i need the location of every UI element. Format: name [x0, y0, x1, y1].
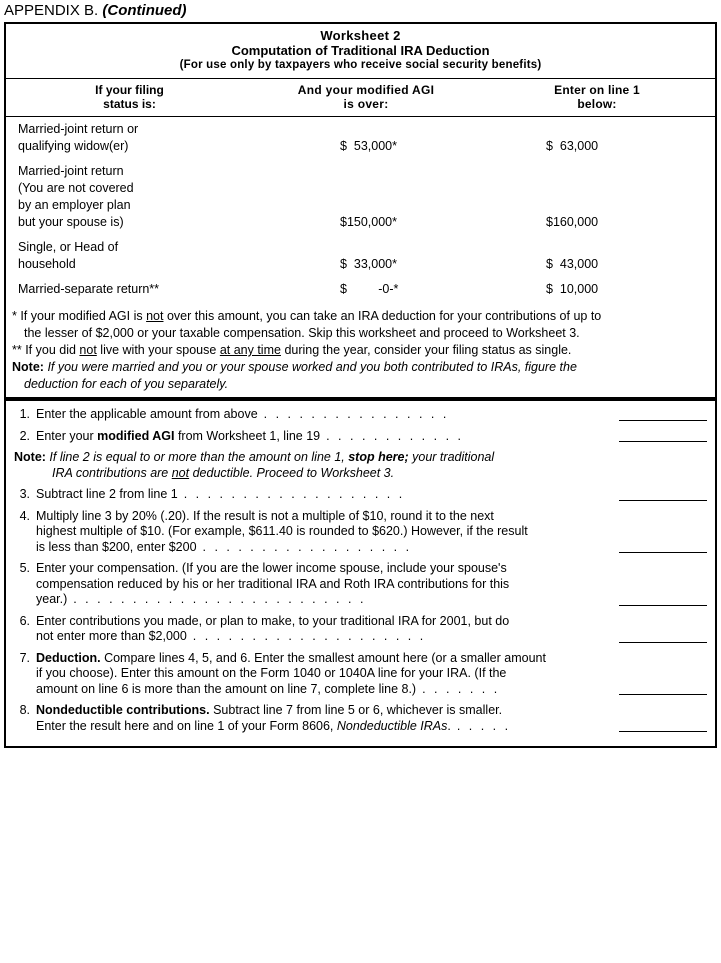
appendix-header	[0, 0, 721, 22]
leader-dots: . . . . . . . . . . . . . . . .	[257, 407, 449, 421]
line-text	[36, 561, 619, 608]
line-text	[36, 487, 619, 503]
line-text	[36, 429, 619, 445]
worksheet-title-block	[6, 24, 715, 79]
footnote-star1-b: over this amount, you can take an IRA deduction for your contributions of up to	[166, 309, 602, 323]
line-7-deduction-label: Deduction.	[36, 650, 101, 665]
line-5-answer-blank[interactable]	[619, 561, 715, 608]
column-header-filing-status-line2: status is:	[103, 97, 156, 111]
footnote-star2-not: not	[79, 343, 97, 357]
line-6-text-b: not enter more than $2,000	[36, 629, 187, 643]
leader-dots: . . . . . . . . . . . . . . . . . . . . . . . . .	[67, 592, 366, 606]
line-4-text-c: is less than $200, enter $200	[36, 539, 197, 554]
line-number: 6.	[19, 613, 30, 628]
worksheet-usage-note: (For use only by taxpayers who receive social security benefits)	[179, 59, 542, 71]
line-1-text: Enter the applicable amount from above	[36, 407, 258, 421]
agi-table-column-headers	[6, 79, 715, 117]
line-text	[36, 614, 619, 645]
line-8-text-a: Subtract line 7 from line 5 or 6, whichever is smaller.	[209, 703, 503, 717]
worksheet-lines	[6, 399, 715, 746]
agi-threshold-table	[6, 117, 715, 399]
enter-line1-value: $ 63,000	[546, 139, 599, 153]
line-note-g: deductible. Proceed to Worksheet 3.	[189, 465, 395, 480]
line-note-d: your traditional	[408, 450, 495, 464]
line-text	[36, 703, 619, 734]
line-2-text-b: from Worksheet 1, line 19	[174, 428, 321, 443]
footnote-star2-c: during the year, consider your filing status as single.	[284, 343, 572, 357]
line-number: 5.	[19, 561, 30, 575]
footnote-star1-not: not	[146, 309, 164, 323]
line-7-text-a: Compare lines 4, 5, and 6. Enter the smallest amount here (or a smaller amount	[100, 650, 546, 665]
filing-status-text: Married-joint return	[18, 164, 124, 178]
line-note-label: Note:	[14, 450, 46, 464]
table-row	[6, 163, 715, 231]
line-8-nondeductible-label: Nondeductible contributions.	[36, 703, 210, 717]
footnote-star1-cont: the lesser of $2,000 or your taxable compensation. Skip this worksheet and proceed to Worksheet 3.	[24, 326, 580, 340]
line-number: 8.	[19, 703, 30, 717]
column-header-enter-on-line1	[479, 83, 715, 111]
line-8-text-b: Enter the result here and on line 1 of your Form 8606,	[36, 718, 337, 733]
worksheet-line-2	[6, 429, 715, 445]
worksheet-line-4	[6, 509, 715, 556]
column-header-modified-agi	[253, 83, 479, 111]
line-6-text-a: Enter contributions you made, or plan to make, to your traditional IRA for 2001, but do	[36, 613, 510, 628]
worksheet-subtitle: Computation of Traditional IRA Deduction	[231, 43, 490, 58]
footnote-note-label: Note:	[12, 360, 44, 374]
table-row	[6, 121, 715, 155]
line-text	[36, 509, 619, 556]
leader-dots: . . . . . . . . . . . .	[320, 428, 464, 443]
column-header-enter-on-line1-line2: below:	[577, 97, 617, 111]
column-header-modified-agi-line1: And your modified AGI	[297, 83, 435, 97]
footnote-double-star	[12, 342, 707, 358]
line-4-text-a: Multiply line 3 by 20% (.20). If the result is not a multiple of $10, round it to the next	[36, 508, 494, 523]
filing-status-text: household	[18, 257, 76, 271]
filing-status-text: but your spouse is)	[18, 215, 124, 229]
line-4-answer-blank[interactable]	[619, 509, 715, 556]
line-1-answer-blank[interactable]	[619, 407, 715, 423]
appendix-continued: (Continued)	[102, 2, 187, 19]
line-text	[36, 407, 619, 423]
footnote-star2-anytime: at any time	[219, 343, 281, 357]
line-5-text-b: compensation reduced by his or her traditional IRA and Roth IRA contributions for this	[36, 576, 510, 591]
filing-status-text: Married-separate return**	[18, 282, 160, 296]
line-5-text-c: year.)	[36, 592, 68, 606]
line-note-a: If line 2	[45, 450, 94, 464]
filing-status-text: Married-joint return or	[18, 122, 139, 136]
line-5-text-a: Enter your compensation. (If you are the lower income spouse, include your spouse's	[36, 561, 507, 575]
line-number: 1.	[19, 407, 30, 421]
worksheet-2-box	[4, 22, 717, 748]
leader-dots: . . . . .	[450, 718, 511, 733]
worksheet-line-6	[6, 614, 715, 645]
line-number: 4.	[19, 508, 30, 523]
footnote-single-star	[12, 308, 707, 324]
line-8-form-title: Nondeductible IRAs	[336, 718, 448, 733]
table-row	[6, 239, 715, 273]
agi-over-value: $ 53,000*	[340, 139, 397, 153]
worksheet-line-5	[6, 561, 715, 608]
filing-status-text: qualifying widow(er)	[18, 139, 129, 153]
filing-status-text: by an employer plan	[18, 198, 131, 212]
column-header-enter-on-line1-line1: Enter on line 1	[554, 83, 640, 97]
leader-dots: . . . . . . .	[416, 681, 500, 696]
line-number: 3.	[19, 487, 30, 501]
agi-over-value: $ -0-*	[340, 282, 399, 296]
footnote-star1-a: * If your modified AGI is	[12, 309, 143, 323]
line-7-answer-blank[interactable]	[619, 651, 715, 698]
filing-status-text: Single, or Head of	[18, 240, 119, 254]
line-number: 7.	[19, 650, 30, 665]
filing-status-text: (You are not covered	[18, 181, 134, 195]
line-note-stop-here: stop here;	[348, 450, 409, 464]
footnote-star2-a: ** If you did	[12, 343, 76, 357]
enter-line1-value: $ 10,000	[546, 282, 599, 296]
footnote-note	[12, 359, 707, 375]
line-8-answer-blank[interactable]	[619, 703, 715, 734]
enter-line1-value: $160,000	[546, 215, 599, 229]
worksheet-title: Worksheet 2	[320, 28, 401, 43]
line-7-text-c: amount on line 6 is more than the amount on line 7, complete line 8.)	[36, 681, 417, 696]
agi-over-value: $150,000*	[340, 215, 398, 229]
line-number: 2.	[19, 428, 30, 443]
leader-dots: . . . . . . . . . . . . . . . . . . .	[177, 487, 405, 501]
line-text	[36, 651, 619, 698]
enter-line1-value: $ 43,000	[546, 257, 599, 271]
worksheet-line-8	[6, 703, 715, 734]
footnote-star2-b: live with your spouse	[100, 343, 217, 357]
worksheet-line-note	[6, 450, 715, 481]
leader-dots: . . . . . . . . . . . . . . . . . . . .	[186, 629, 426, 643]
worksheet-line-7	[6, 651, 715, 698]
line-note-not: not	[171, 465, 190, 480]
line-2-answer-blank[interactable]	[619, 429, 715, 445]
line-4-text-b: highest multiple of $10. (For example, $611.40 is rounded to $620.) However, if the result	[36, 524, 528, 538]
line-2-text-a: Enter your	[36, 428, 98, 443]
column-header-filing-status	[6, 83, 253, 111]
line-note-b: is equal to or more than the amount on line 1,	[93, 450, 349, 464]
table-row	[6, 281, 715, 298]
line-8-text-c: .	[447, 718, 451, 733]
worksheet-line-1	[6, 407, 715, 423]
line-2-modified-agi: modified AGI	[97, 428, 175, 443]
column-header-filing-status-line1: If your filing	[95, 83, 164, 97]
agi-table-footnotes	[6, 304, 715, 397]
footnote-note-text2: deduction for each of you separately.	[24, 377, 229, 391]
line-6-answer-blank[interactable]	[619, 614, 715, 645]
line-7-text-b: if you choose). Enter this amount on the Form 1040 or 1040A line for your IRA. (If the	[36, 666, 507, 680]
line-note-e: IRA contributions are	[52, 465, 172, 480]
worksheet-line-3	[6, 487, 715, 503]
column-header-modified-agi-line2: is over:	[343, 97, 389, 111]
appendix-label: APPENDIX B.	[4, 2, 99, 19]
line-3-text: Subtract line 2 from line 1	[36, 487, 178, 501]
line-3-answer-blank[interactable]	[619, 487, 715, 503]
agi-over-value: $ 33,000*	[340, 257, 397, 271]
footnote-note-text: If you were married and you or your spouse worked and you both contributed to IRAs, figure the	[47, 360, 577, 374]
leader-dots: . . . . . . . . . . . . . . . . . .	[196, 539, 412, 554]
